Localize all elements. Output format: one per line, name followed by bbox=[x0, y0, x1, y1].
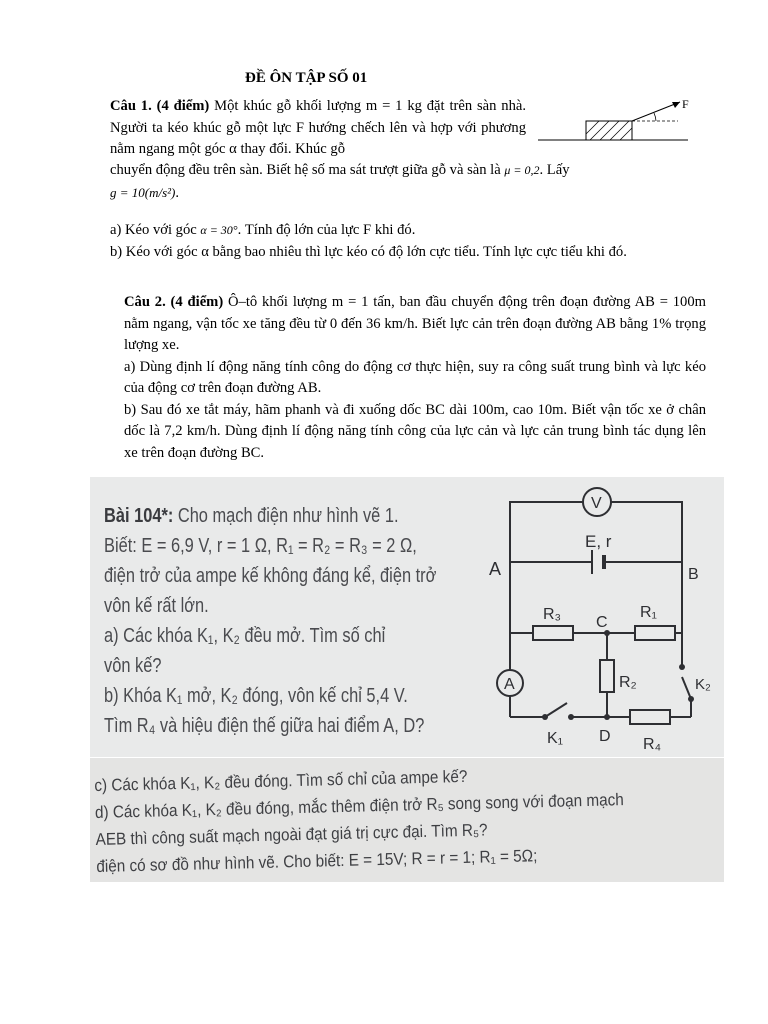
photo1-line: điện trở của ampe kế không đáng kể, điện trở bbox=[104, 565, 437, 587]
label-v: V bbox=[591, 495, 602, 512]
textbook-photo-circuit bbox=[90, 477, 724, 757]
node-d bbox=[604, 714, 610, 720]
resistor-r3 bbox=[533, 626, 573, 640]
block-hatching bbox=[586, 121, 632, 140]
angle-arc bbox=[654, 113, 656, 121]
photo1-line: b) Khóa K₁ mở, K₂ đóng, vôn kế chỉ 5,4 V. bbox=[104, 685, 408, 707]
label-ammeter: A bbox=[504, 676, 515, 693]
label-d: D bbox=[599, 728, 611, 745]
question-1-text: Một khúc gỗ khối lượng m = 1 kg đặt trên sàn nhà. Người ta kéo khúc gỗ một lực F hướng chếch lên và hợp với phương nằm ngang một góc α thay đổi. Khúc gỗ bbox=[110, 98, 526, 157]
label-k2: K₂ bbox=[695, 676, 711, 693]
gravity-value: g = 10(m/s²) bbox=[110, 184, 176, 200]
resistor-r2 bbox=[600, 660, 614, 692]
label-b: B bbox=[688, 566, 699, 583]
question-1-part-b: b) Kéo với góc α bằng bao nhiêu thì lực kéo có độ lớn cực tiểu. Tính lực cực tiểu khi đó. bbox=[110, 243, 627, 260]
question-1-parts bbox=[110, 220, 730, 263]
label-c: C bbox=[596, 614, 608, 631]
question-2-text: Ô–tô khối lượng m = 1 tấn, ban đầu chuyển động trên đoạn đường AB = 100m nằm ngang, vận tốc xe tăng đều từ 0 đến 36 km/h. Biết lực cản trên đoạn đường AB bằng 1% trọng lượng xe. bbox=[124, 294, 706, 353]
question-2-part-a: a) Dùng định lí động năng tính công do động cơ thực hiện, suy ra công suất trung bình và lực kéo của động cơ trên đoạn đường AB. bbox=[124, 358, 706, 396]
alpha-value: α = 30° bbox=[200, 223, 238, 237]
friction-text: chuyển động đều trên sàn. Biết hệ số ma sát trượt giữa gỗ và sàn là bbox=[110, 162, 505, 178]
photo2-line: AEB thì công suất mạch ngoài đạt giá trị cực đại. Tìm R₅? bbox=[95, 820, 488, 849]
label-a: A bbox=[489, 559, 502, 579]
bai-label: Bài 104*: bbox=[104, 505, 174, 527]
question-2-label: Câu 2. (4 điểm) bbox=[124, 294, 224, 310]
switch-k2 bbox=[682, 677, 691, 699]
mu-value: μ = 0,2 bbox=[504, 163, 540, 177]
photo1-line: Biết: E = 6,9 V, r = 1 Ω, R₁ = R₂ = R₃ = 2 Ω, bbox=[104, 535, 417, 557]
label-r3: R₃ bbox=[543, 606, 562, 623]
question-2-intro bbox=[124, 292, 706, 357]
photo1-line: Tìm R₄ và hiệu điện thế giữa hai điểm A, D? bbox=[104, 715, 425, 737]
photo2-line: điện có sơ đồ như hình vẽ. Cho biết: E = 15V; R = r = 1; R₁ = 5Ω; bbox=[96, 846, 538, 876]
question-2 bbox=[124, 292, 706, 464]
part-a-prefix: a) Kéo với góc bbox=[110, 222, 201, 238]
photo2-line: c) Các khóa K₁, K₂ đều đóng. Tìm số chỉ của ampe kế? bbox=[94, 766, 468, 795]
label-e-r: E, r bbox=[585, 532, 612, 551]
question-1-label: Câu 1. (4 điểm) bbox=[110, 98, 210, 114]
question-1-intro bbox=[110, 96, 526, 161]
label-k1: K₁ bbox=[547, 730, 564, 747]
photo1-line: vôn kế? bbox=[104, 655, 162, 677]
resistor-r4 bbox=[630, 710, 670, 724]
photo1-line: a) Các khóa K₁, K₂ đều mở. Tìm số chỉ bbox=[104, 625, 386, 647]
photo1-line: Cho mạch điện như hình vẽ 1. bbox=[173, 505, 399, 527]
question-1-part-a bbox=[110, 220, 730, 242]
photo2-text bbox=[94, 759, 625, 880]
question-2-part-b: b) Sau đó xe tắt máy, hãm phanh và đi xuống dốc BC dài 100m, cao 10m. Biết vận tốc xe ở chân dốc là 7,2 km/h. Dùng định lí động năng tính công của lực cản và lực cản trung bình tác dụng lên xe trên đoạn đường BC. bbox=[124, 401, 706, 461]
part-a-suffix: . Tính độ lớn của lực F khi đó. bbox=[237, 222, 416, 238]
lay-text: . Lấy bbox=[539, 162, 570, 178]
label-r1: R₁ bbox=[640, 604, 657, 621]
photo1-line: vôn kế rất lớn. bbox=[104, 595, 209, 617]
resistor-r1 bbox=[635, 626, 675, 640]
question-1-friction: chuyển động đều trên sàn. Biết hệ số ma sát trượt giữa gỗ và sàn là μ = 0,2. Lấy g = 10(m/s²). bbox=[110, 162, 570, 201]
photo2-line: d) Các khóa K₁, K₂ đều đóng, mắc thêm điện trở R₅ song song với đoạn mạch bbox=[94, 790, 624, 822]
photo1-text bbox=[104, 501, 436, 741]
page-title: ĐỀ ÔN TẬP SỐ 01 bbox=[245, 70, 368, 86]
block-force-figure bbox=[538, 96, 698, 146]
label-r2: R₂ bbox=[619, 674, 637, 691]
switch-k1 bbox=[545, 703, 567, 717]
label-r4: R₄ bbox=[643, 736, 662, 753]
force-label: F bbox=[682, 97, 689, 111]
textbook-photo-continuation bbox=[90, 758, 724, 882]
circuit-diagram bbox=[485, 477, 724, 757]
